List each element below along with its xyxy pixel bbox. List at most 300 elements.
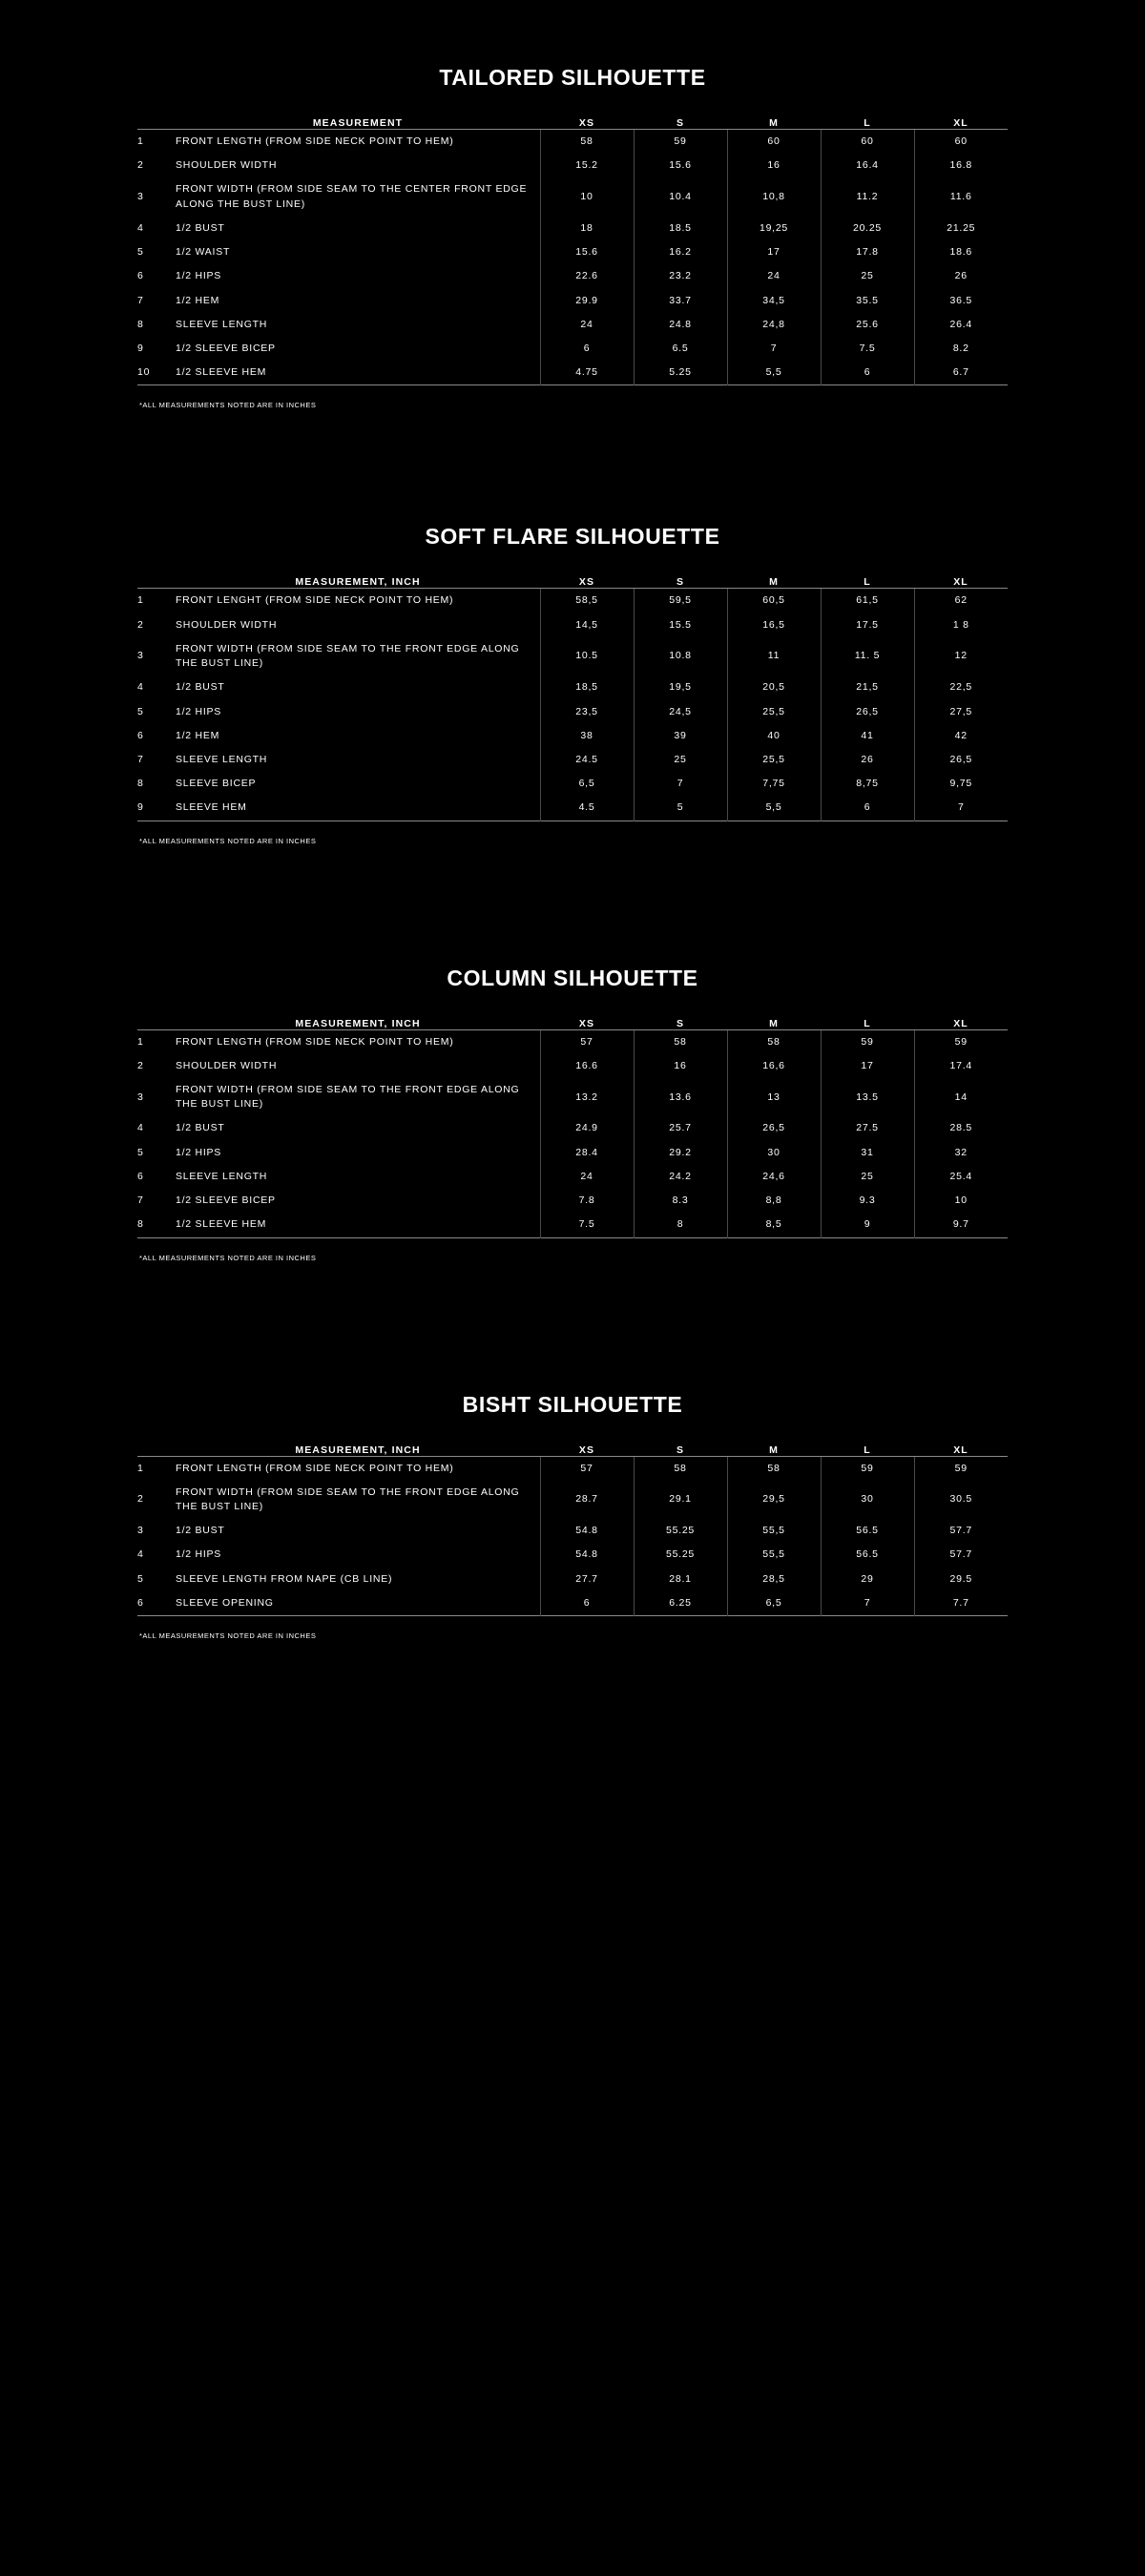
row-measurement-label: 1/2 BUST	[176, 1525, 225, 1537]
col-header-measurement: MEASUREMENT, INCH	[295, 1444, 421, 1456]
table-row	[137, 637, 1008, 675]
cell-l: 6	[821, 361, 914, 385]
cell-m: 58	[727, 1457, 821, 1481]
cell-xs: 6	[540, 337, 634, 361]
cell-xl: 32	[914, 1141, 1008, 1165]
col-header-s: S	[676, 1444, 685, 1456]
cell-xs: 24	[540, 313, 634, 337]
row-index: 10	[137, 366, 151, 379]
table-row	[137, 217, 1008, 240]
cell-xs: 29.9	[540, 289, 634, 313]
header-row-column	[137, 1018, 1008, 1030]
row-measurement-label: SHOULDER WIDTH	[176, 159, 278, 172]
cell-s: 18.5	[634, 217, 727, 240]
row-measurement-label: FRONT WIDTH (FROM SIDE SEAM TO THE FRONT EDGE ALONG THE BUST LINE)	[176, 1485, 520, 1512]
row-measurement-label: FRONT LENGTH (FROM SIDE NECK POINT TO HEM)	[176, 1035, 454, 1048]
cell-xs: 23,5	[540, 700, 634, 724]
cell-xl: 1 8	[914, 613, 1008, 637]
row-measurement-label: SLEEVE OPENING	[176, 1596, 274, 1609]
cell-xs: 16.6	[540, 1054, 634, 1078]
cell-l: 25	[821, 264, 914, 288]
table-body-column	[137, 1030, 1008, 1248]
cell-xl: 7	[914, 796, 1008, 821]
row-index: 8	[137, 1218, 144, 1231]
col-header-xs: XS	[578, 1444, 595, 1456]
cell-xl: 27,5	[914, 700, 1008, 724]
table-row	[137, 589, 1008, 613]
cell-m: 24,8	[727, 313, 821, 337]
row-measurement-label: FRONT WIDTH (FROM SIDE SEAM TO THE FRONT EDGE ALONG THE BUST LINE)	[176, 642, 520, 670]
row-measurement-label: 1/2 BUST	[176, 1122, 225, 1134]
cell-s: 16	[634, 1054, 727, 1078]
cell-l: 26	[821, 748, 914, 772]
cell-xs: 6	[540, 1591, 634, 1616]
col-header-s: S	[676, 117, 685, 129]
table-wrap-tailored	[137, 117, 1008, 409]
cell-xl: 42	[914, 724, 1008, 748]
cell-s: 55.25	[634, 1519, 727, 1543]
table-row	[137, 313, 1008, 337]
table-row	[137, 1543, 1008, 1567]
cell-m: 5,5	[727, 361, 821, 385]
cell-xl: 26	[914, 264, 1008, 288]
row-index: 6	[137, 1596, 144, 1609]
row-index: 9	[137, 801, 144, 814]
table-bottom-rule	[137, 821, 1008, 831]
col-header-index	[137, 576, 176, 589]
cell-s: 7	[634, 772, 727, 796]
col-header-m: M	[769, 1017, 779, 1029]
cell-xl: 57.7	[914, 1519, 1008, 1543]
cell-m: 16	[727, 154, 821, 177]
table-row	[137, 264, 1008, 288]
cell-s: 15.6	[634, 154, 727, 177]
section-column-silhouette	[0, 845, 1145, 1262]
cell-xl: 11.6	[914, 177, 1008, 216]
cell-xs: 4.75	[540, 361, 634, 385]
bottom-spacer	[0, 1640, 1145, 1840]
cell-xl: 59	[914, 1030, 1008, 1054]
row-measurement-label: FRONT LENGTH (FROM SIDE NECK POINT TO HEM)	[176, 135, 454, 147]
cell-s: 33.7	[634, 289, 727, 313]
table-row	[137, 1078, 1008, 1116]
cell-xs: 18,5	[540, 675, 634, 699]
cell-xl: 10	[914, 1189, 1008, 1213]
row-measurement-label: SHOULDER WIDTH	[176, 618, 278, 631]
table-bottom-rule	[137, 1616, 1008, 1627]
cell-xs: 14,5	[540, 613, 634, 637]
cell-l: 56.5	[821, 1543, 914, 1567]
row-measurement-label: SLEEVE LENGTH FROM NAPE (CB LINE)	[176, 1572, 393, 1585]
cell-m: 11	[727, 637, 821, 675]
cell-xs: 7.8	[540, 1189, 634, 1213]
row-measurement-label: 1/2 BUST	[176, 681, 225, 694]
cell-l: 11. 5	[821, 637, 914, 675]
cell-m: 25,5	[727, 748, 821, 772]
table-wrap-bisht	[137, 1444, 1008, 1641]
col-header-m: M	[769, 576, 779, 589]
cell-xs: 22.6	[540, 264, 634, 288]
cell-s: 28.1	[634, 1568, 727, 1591]
cell-xs: 13.2	[540, 1078, 634, 1116]
cell-l: 59	[821, 1030, 914, 1054]
cell-xl: 26,5	[914, 748, 1008, 772]
row-measurement-label: SLEEVE HEM	[176, 801, 247, 814]
cell-s: 6.25	[634, 1591, 727, 1616]
table-row	[137, 1519, 1008, 1543]
cell-xl: 28.5	[914, 1116, 1008, 1140]
size-table-soft-flare	[137, 576, 1008, 830]
cell-l: 8,75	[821, 772, 914, 796]
footnote-column: *ALL MEASUREMENTS NOTED ARE IN INCHES	[139, 1253, 317, 1262]
row-measurement-label: 1/2 SLEEVE BICEP	[176, 1195, 276, 1207]
table-row	[137, 177, 1008, 216]
row-measurement-label: SLEEVE LENGTH	[176, 753, 268, 765]
row-index: 8	[137, 318, 144, 330]
row-index: 3	[137, 1525, 144, 1537]
cell-s: 24.8	[634, 313, 727, 337]
row-index: 6	[137, 270, 144, 282]
cell-xl: 16.8	[914, 154, 1008, 177]
cell-s: 29.1	[634, 1481, 727, 1519]
row-measurement-label: SLEEVE BICEP	[176, 778, 257, 790]
cell-l: 17.8	[821, 240, 914, 264]
cell-xs: 57	[540, 1457, 634, 1481]
table-row	[137, 1116, 1008, 1140]
cell-xl: 57.7	[914, 1543, 1008, 1567]
cell-m: 6,5	[727, 1591, 821, 1616]
row-index: 1	[137, 1462, 144, 1474]
col-header-xl: XL	[953, 576, 968, 589]
cell-l: 56.5	[821, 1519, 914, 1543]
page-title-bisht: BISHT SILHOUETTE	[462, 1391, 683, 1417]
cell-l: 25	[821, 1165, 914, 1189]
cell-l: 11.2	[821, 177, 914, 216]
cell-s: 58	[634, 1457, 727, 1481]
cell-xl: 60	[914, 130, 1008, 154]
cell-xs: 58,5	[540, 589, 634, 613]
table-row	[137, 772, 1008, 796]
col-header-m: M	[769, 117, 779, 129]
cell-xl: 6.7	[914, 361, 1008, 385]
table-row	[137, 1457, 1008, 1481]
cell-m: 55,5	[727, 1543, 821, 1567]
cell-xl: 7.7	[914, 1591, 1008, 1616]
cell-l: 9	[821, 1213, 914, 1237]
cell-xs: 28.4	[540, 1141, 634, 1165]
row-measurement-label: 1/2 HIPS	[176, 270, 222, 282]
row-index: 7	[137, 1195, 144, 1207]
cell-m: 55,5	[727, 1519, 821, 1543]
table-wrap-soft-flare	[137, 576, 1008, 844]
table-row	[137, 1141, 1008, 1165]
table-row	[137, 1054, 1008, 1078]
cell-l: 59	[821, 1457, 914, 1481]
cell-m: 34,5	[727, 289, 821, 313]
cell-xs: 10	[540, 177, 634, 216]
cell-m: 16,5	[727, 613, 821, 637]
row-measurement-label: FRONT LENGHT (FROM SIDE NECK POINT TO HEM)	[176, 594, 454, 607]
row-measurement-label: 1/2 BUST	[176, 221, 225, 234]
row-index: 7	[137, 294, 144, 306]
table-bottom-rule	[137, 385, 1008, 396]
row-measurement-label: FRONT WIDTH (FROM SIDE SEAM TO THE FRONT EDGE ALONG THE BUST LINE)	[176, 1084, 520, 1111]
cell-xl: 29.5	[914, 1568, 1008, 1591]
cell-xs: 38	[540, 724, 634, 748]
table-row	[137, 1165, 1008, 1189]
cell-s: 39	[634, 724, 727, 748]
cell-m: 16,6	[727, 1054, 821, 1078]
row-index: 1	[137, 594, 144, 607]
row-measurement-label: 1/2 HIPS	[176, 1146, 222, 1158]
row-measurement-label: SLEEVE LENGTH	[176, 1170, 268, 1182]
cell-l: 17.5	[821, 613, 914, 637]
cell-s: 24,5	[634, 700, 727, 724]
row-measurement-label: SHOULDER WIDTH	[176, 1059, 278, 1071]
cell-xl: 9,75	[914, 772, 1008, 796]
cell-m: 19,25	[727, 217, 821, 240]
col-header-xl: XL	[953, 1017, 968, 1029]
cell-xl: 12	[914, 637, 1008, 675]
row-index: 3	[137, 191, 144, 203]
table-head-tailored	[137, 117, 1008, 130]
cell-m: 17	[727, 240, 821, 264]
cell-xl: 26.4	[914, 313, 1008, 337]
cell-m: 60	[727, 130, 821, 154]
header-row-soft-flare	[137, 576, 1008, 589]
cell-l: 31	[821, 1141, 914, 1165]
cell-s: 6.5	[634, 337, 727, 361]
cell-xs: 58	[540, 130, 634, 154]
row-measurement-label: SLEEVE LENGTH	[176, 318, 268, 330]
table-row	[137, 796, 1008, 821]
row-index: 3	[137, 1091, 144, 1103]
cell-m: 5,5	[727, 796, 821, 821]
table-row	[137, 361, 1008, 385]
cell-s: 59	[634, 130, 727, 154]
cell-m: 8,8	[727, 1189, 821, 1213]
cell-m: 13	[727, 1078, 821, 1116]
cell-xs: 28.7	[540, 1481, 634, 1519]
cell-m: 20,5	[727, 675, 821, 699]
table-row	[137, 337, 1008, 361]
cell-l: 21,5	[821, 675, 914, 699]
cell-l: 26,5	[821, 700, 914, 724]
row-index: 5	[137, 705, 144, 717]
cell-xs: 27.7	[540, 1568, 634, 1591]
cell-m: 24	[727, 264, 821, 288]
row-measurement-label: 1/2 HIPS	[176, 1548, 222, 1561]
cell-xl: 59	[914, 1457, 1008, 1481]
row-measurement-label: FRONT WIDTH (FROM SIDE SEAM TO THE CENTER FRONT EDGE ALONG THE BUST LINE)	[176, 183, 528, 210]
table-wrap-column	[137, 1018, 1008, 1262]
footnote-tailored: *ALL MEASUREMENTS NOTED ARE IN INCHES	[139, 401, 317, 410]
col-header-measurement: MEASUREMENT	[312, 117, 404, 129]
row-measurement-label: 1/2 SLEEVE HEM	[176, 366, 267, 379]
table-row	[137, 1030, 1008, 1054]
row-index: 4	[137, 1548, 144, 1561]
cell-xl: 18.6	[914, 240, 1008, 264]
cell-l: 6	[821, 796, 914, 821]
row-index: 8	[137, 778, 144, 790]
cell-xs: 57	[540, 1030, 634, 1054]
cell-xs: 7.5	[540, 1213, 634, 1237]
cell-l: 41	[821, 724, 914, 748]
row-index: 6	[137, 1170, 144, 1182]
row-index: 2	[137, 618, 144, 631]
cell-s: 16.2	[634, 240, 727, 264]
table-row	[137, 1568, 1008, 1591]
cell-l: 29	[821, 1568, 914, 1591]
table-row	[137, 724, 1008, 748]
cell-s: 10.8	[634, 637, 727, 675]
table-body-bisht	[137, 1457, 1008, 1627]
cell-xs: 24	[540, 1165, 634, 1189]
cell-l: 30	[821, 1481, 914, 1519]
col-header-xl: XL	[953, 117, 968, 129]
cell-s: 25.7	[634, 1116, 727, 1140]
row-index: 5	[137, 1572, 144, 1585]
table-row	[137, 1591, 1008, 1616]
cell-m: 28,5	[727, 1568, 821, 1591]
header-row-tailored	[137, 117, 1008, 130]
cell-s: 55.25	[634, 1543, 727, 1567]
cell-s: 15.5	[634, 613, 727, 637]
cell-l: 7	[821, 1591, 914, 1616]
col-header-measurement: MEASUREMENT, INCH	[295, 1017, 421, 1029]
row-index: 2	[137, 1059, 144, 1071]
col-header-s: S	[676, 576, 685, 589]
cell-s: 25	[634, 748, 727, 772]
cell-m: 7,75	[727, 772, 821, 796]
footnote-soft-flare: *ALL MEASUREMENTS NOTED ARE IN INCHES	[139, 836, 317, 845]
section-soft-flare-silhouette	[0, 409, 1145, 844]
col-header-index	[137, 1018, 176, 1030]
cell-xs: 6,5	[540, 772, 634, 796]
cell-l: 25.6	[821, 313, 914, 337]
col-header-l: L	[864, 1017, 871, 1029]
cell-s: 5	[634, 796, 727, 821]
cell-m: 10,8	[727, 177, 821, 216]
cell-l: 20.25	[821, 217, 914, 240]
cell-xs: 54.8	[540, 1519, 634, 1543]
row-index: 9	[137, 342, 144, 354]
cell-xl: 17.4	[914, 1054, 1008, 1078]
table-row	[137, 675, 1008, 699]
cell-xl: 9.7	[914, 1213, 1008, 1237]
page-title-soft-flare: SOFT FLARE SILHOUETTE	[425, 524, 720, 550]
col-header-index	[137, 1444, 176, 1457]
row-index: 5	[137, 1146, 144, 1158]
row-index: 4	[137, 1122, 144, 1134]
cell-xs: 10.5	[540, 637, 634, 675]
table-body-soft-flare	[137, 589, 1008, 830]
cell-xs: 15.2	[540, 154, 634, 177]
cell-m: 7	[727, 337, 821, 361]
cell-xs: 54.8	[540, 1543, 634, 1567]
col-header-xs: XS	[578, 576, 595, 589]
table-row	[137, 130, 1008, 154]
cell-s: 23.2	[634, 264, 727, 288]
table-bottom-rule	[137, 1237, 1008, 1248]
cell-xs: 24.5	[540, 748, 634, 772]
table-head-bisht	[137, 1444, 1008, 1457]
cell-s: 29.2	[634, 1141, 727, 1165]
row-measurement-label: 1/2 HEM	[176, 294, 220, 306]
row-index: 7	[137, 753, 144, 765]
row-measurement-label: 1/2 WAIST	[176, 246, 231, 259]
cell-s: 8.3	[634, 1189, 727, 1213]
col-header-xs: XS	[578, 117, 595, 129]
cell-l: 9.3	[821, 1189, 914, 1213]
cell-m: 40	[727, 724, 821, 748]
cell-xl: 22,5	[914, 675, 1008, 699]
section-bisht-silhouette	[0, 1262, 1145, 1641]
table-row	[137, 748, 1008, 772]
cell-l: 35.5	[821, 289, 914, 313]
cell-m: 8,5	[727, 1213, 821, 1237]
table-row	[137, 1213, 1008, 1237]
cell-xl: 36.5	[914, 289, 1008, 313]
cell-xl: 62	[914, 589, 1008, 613]
cell-l: 16.4	[821, 154, 914, 177]
row-measurement-label: 1/2 HIPS	[176, 705, 222, 717]
cell-s: 59,5	[634, 589, 727, 613]
row-index: 2	[137, 1493, 144, 1506]
cell-xs: 24.9	[540, 1116, 634, 1140]
row-index: 1	[137, 135, 144, 147]
cell-xl: 30.5	[914, 1481, 1008, 1519]
col-header-xs: XS	[578, 1017, 595, 1029]
row-measurement-label: 1/2 HEM	[176, 729, 220, 741]
row-index: 4	[137, 221, 144, 234]
col-header-l: L	[864, 1444, 871, 1456]
table-row	[137, 240, 1008, 264]
row-index: 2	[137, 159, 144, 172]
row-index: 6	[137, 729, 144, 741]
cell-s: 19,5	[634, 675, 727, 699]
table-body-tailored	[137, 130, 1008, 395]
cell-m: 60,5	[727, 589, 821, 613]
cell-xl: 8.2	[914, 337, 1008, 361]
col-header-s: S	[676, 1017, 685, 1029]
row-index: 3	[137, 650, 144, 662]
cell-l: 61,5	[821, 589, 914, 613]
cell-m: 25,5	[727, 700, 821, 724]
col-header-l: L	[864, 576, 871, 589]
col-header-xl: XL	[953, 1444, 968, 1456]
cell-s: 8	[634, 1213, 727, 1237]
section-tailored-silhouette	[0, 0, 1145, 409]
col-header-index	[137, 117, 176, 130]
row-measurement-label: 1/2 SLEEVE HEM	[176, 1218, 267, 1231]
table-row	[137, 289, 1008, 313]
cell-xs: 15.6	[540, 240, 634, 264]
cell-l: 7.5	[821, 337, 914, 361]
cell-l: 60	[821, 130, 914, 154]
page-title-column: COLUMN SILHOUETTE	[447, 965, 698, 990]
cell-m: 26,5	[727, 1116, 821, 1140]
cell-xs: 18	[540, 217, 634, 240]
cell-xl: 14	[914, 1078, 1008, 1116]
table-row	[137, 154, 1008, 177]
header-row-bisht	[137, 1444, 1008, 1457]
table-row	[137, 613, 1008, 637]
row-index: 5	[137, 246, 144, 259]
page-title-tailored: TAILORED SILHOUETTE	[439, 65, 706, 90]
cell-s: 5.25	[634, 361, 727, 385]
cell-s: 10.4	[634, 177, 727, 216]
